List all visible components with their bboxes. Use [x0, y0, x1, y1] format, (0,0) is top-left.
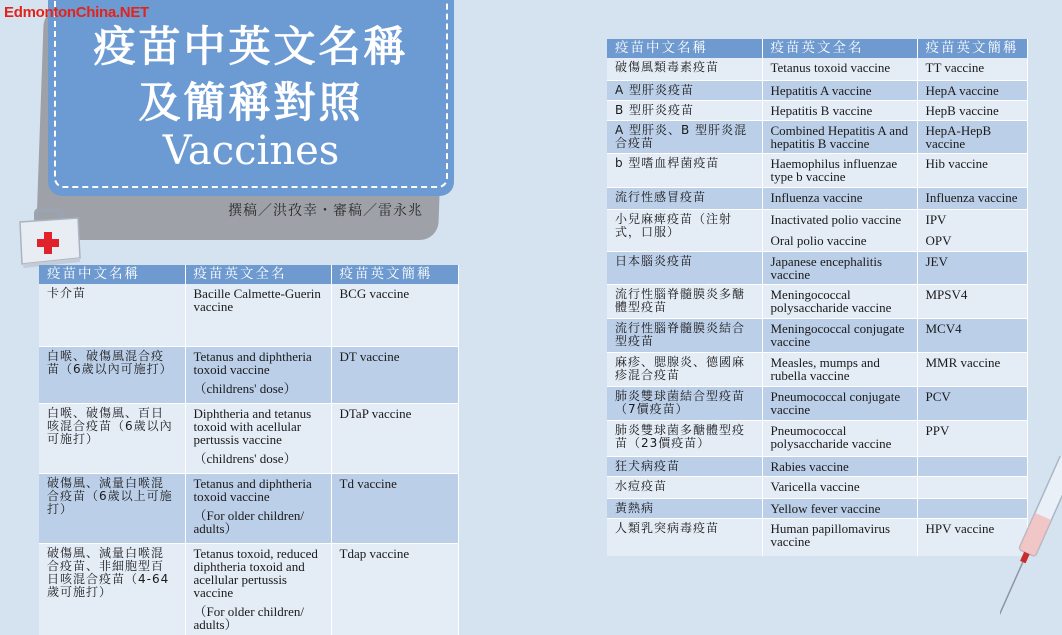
vaccine-table-left: [39, 265, 459, 635]
vaccine-name-en: Inactivated polio vaccine: [762, 209, 917, 231]
table-row: [607, 284, 1027, 318]
vaccine-abbr: DTaP vaccine: [331, 403, 458, 473]
vaccine-name-en-text: Tetanus toxoid, reduced diphtheria toxoid and acellular pertussis vaccine: [193, 545, 318, 600]
vaccine-abbr: HepB vaccine: [917, 100, 1027, 120]
vaccine-abbr: HepA vaccine: [917, 80, 1027, 100]
vaccine-name-zh: 破傷風類毒素疫苗: [607, 58, 762, 80]
vaccine-name-en: Hepatitis A vaccine: [762, 80, 917, 100]
page-title-line-2: 及簡稱對照: [138, 78, 364, 127]
table-header-row: [607, 39, 1027, 58]
vaccine-name-zh: 狂犬病疫苗: [607, 456, 762, 476]
column-header-zh: 疫苗中文名稱: [39, 265, 185, 284]
table-row: [607, 318, 1027, 352]
vaccine-name-en: Tetanus toxoid vaccine: [762, 58, 917, 80]
vaccine-name-en: [185, 473, 331, 543]
vaccine-name-en: Varicella vaccine: [762, 476, 917, 498]
vaccine-dose-note: （childrens' dose）: [193, 450, 297, 466]
vaccine-name-zh: 卡介苗: [39, 284, 185, 346]
title-banner: [48, 0, 454, 196]
vaccine-name-en: Rabies vaccine: [762, 456, 917, 476]
vaccine-abbr: Tdap vaccine: [331, 543, 458, 635]
vaccine-name-en: Pneumococcal conjugate vaccine: [762, 386, 917, 420]
vaccine-name-zh: 水痘疫苗: [607, 476, 762, 498]
vaccine-name-en: Combined Hepatitis A and hepatitis B vaccine: [762, 120, 917, 153]
vaccine-abbr: TT vaccine: [917, 58, 1027, 80]
table-row: [607, 251, 1027, 284]
table-row: [607, 352, 1027, 386]
syringe-icon: [1000, 456, 1062, 630]
column-header-abbr: 疫苗英文簡稱: [917, 39, 1027, 58]
vaccine-name-en: Hepatitis B vaccine: [762, 100, 917, 120]
vaccine-name-zh: A 型肝炎疫苗: [607, 80, 762, 100]
vaccine-name-zh: 肺炎雙球菌多醣體型疫苗（23價疫苗）: [607, 420, 762, 456]
vaccine-name-zh: b 型嗜血桿菌疫苗: [607, 153, 762, 187]
vaccine-name-en: Oral polio vaccine: [762, 231, 917, 251]
table-row: [39, 473, 458, 543]
vaccine-abbr: MMR vaccine: [917, 352, 1027, 386]
vaccine-abbr: JEV: [917, 251, 1027, 284]
vaccine-abbr: MCV4: [917, 318, 1027, 352]
vaccine-abbr: Td vaccine: [331, 473, 458, 543]
table-row: [607, 58, 1027, 80]
vaccine-name-zh: 白喉、破傷風、百日咳混合疫苗（6歲以內可施打）: [39, 403, 185, 473]
vaccine-name-en-text: Tetanus and diphtheria toxoid vaccine: [193, 348, 312, 377]
vaccine-abbr: MPSV4: [917, 284, 1027, 318]
vaccine-abbr: PPV: [917, 420, 1027, 456]
table-row: [607, 120, 1027, 153]
vaccine-abbr: HepA-HepB vaccine: [917, 120, 1027, 153]
vaccine-name-en: Yellow fever vaccine: [762, 498, 917, 518]
vaccine-dose-note: （For older children/ adults）: [193, 507, 304, 536]
vaccine-abbr: Hib vaccine: [917, 153, 1027, 187]
column-header-zh: 疫苗中文名稱: [607, 39, 762, 58]
column-header-en: 疫苗英文全名: [762, 39, 917, 58]
page-title-line-1: 疫苗中英文名稱: [93, 22, 409, 71]
vaccine-name-zh: 流行性感冒疫苗: [607, 187, 762, 209]
table-row: [39, 403, 458, 473]
vaccine-name-en: [185, 346, 331, 403]
vaccine-name-en: Measles, mumps and rubella vaccine: [762, 352, 917, 386]
vaccine-name-zh: 流行性腦脊髓膜炎結合型疫苗: [607, 318, 762, 352]
vaccine-name-zh: 小兒麻痺疫苗（注射式，口服）: [607, 209, 762, 251]
site-logo[interactable]: EdmontonChina.NET: [4, 4, 149, 21]
vaccine-name-zh: 破傷風、減量白喉混合疫苗、非細胞型百日咳混合疫苗（4-64歲可施打）: [39, 543, 185, 635]
vaccine-name-zh: 黃熱病: [607, 498, 762, 518]
vaccine-name-zh: A 型肝炎、B 型肝炎混合疫苗: [607, 120, 762, 153]
table-row: [39, 284, 458, 346]
vaccine-name-en: Japanese encephalitis vaccine: [762, 251, 917, 284]
table-row: [607, 80, 1027, 100]
vaccine-name-en-text: Tetanus and diphtheria toxoid vaccine: [193, 475, 312, 504]
vaccine-name-en: Human papillomavirus vaccine: [762, 518, 917, 556]
page-subtitle: Vaccines: [162, 128, 340, 174]
vaccine-name-en: Pneumococcal polysaccharide vaccine: [762, 420, 917, 456]
table-header-row: [39, 265, 458, 284]
vaccine-name-en: [185, 543, 331, 635]
column-header-en: 疫苗英文全名: [185, 265, 331, 284]
vaccine-abbr: PCV: [917, 386, 1027, 420]
vaccine-name-zh: 麻疹、腮腺炎、德國麻疹混合疫苗: [607, 352, 762, 386]
table-row: [39, 543, 458, 635]
vaccine-name-en: [185, 284, 331, 346]
vaccine-name-en-text: Diphtheria and tetanus toxoid with acellular pertussis vaccine: [193, 405, 312, 447]
vaccine-abbr: Influenza vaccine: [917, 187, 1027, 209]
table-row: [607, 420, 1027, 456]
vaccine-abbr: OPV: [917, 231, 1027, 251]
table-row: [607, 498, 1027, 518]
vaccine-abbr: IPV: [917, 209, 1027, 231]
vaccine-name-zh: 流行性腦脊髓膜炎多醣體型疫苗: [607, 284, 762, 318]
table-row: [607, 386, 1027, 420]
vaccine-name-en: Meningococcal conjugate vaccine: [762, 318, 917, 352]
vaccine-name-en: Haemophilus influenzae type b vaccine: [762, 153, 917, 187]
table-row: [607, 209, 1027, 231]
vaccine-abbr: BCG vaccine: [331, 284, 458, 346]
vaccine-name-en: Meningococcal polysaccharide vaccine: [762, 284, 917, 318]
column-header-abbr: 疫苗英文簡稱: [331, 265, 458, 284]
first-aid-kit-icon: [14, 206, 84, 268]
vaccine-name-zh: 肺炎雙球菌結合型疫苗（7價疫苗）: [607, 386, 762, 420]
author-credits: 撰稿／洪孜幸・審稿／雷永兆: [228, 203, 423, 219]
vaccine-name-zh: 日本腦炎疫苗: [607, 251, 762, 284]
vaccine-table-right: [607, 39, 1028, 556]
vaccine-name-en: [185, 403, 331, 473]
table-row: [607, 100, 1027, 120]
vaccine-abbr: DT vaccine: [331, 346, 458, 403]
table-row: [39, 346, 458, 403]
vaccine-name-zh: 人類乳突病毒疫苗: [607, 518, 762, 556]
vaccine-dose-note: （For older children/ adults）: [193, 603, 304, 632]
vaccine-name-zh: 白喉、破傷風混合疫苗（6歲以內可施打）: [39, 346, 185, 403]
table-row: [607, 518, 1027, 556]
vaccine-dose-note: （childrens' dose）: [193, 380, 297, 396]
vaccine-name-en: Influenza vaccine: [762, 187, 917, 209]
table-row: [607, 187, 1027, 209]
table-row: [607, 476, 1027, 498]
vaccine-abbr: HPV vaccine: [917, 518, 1027, 556]
vaccine-name-zh: 破傷風、減量白喉混合疫苗（6歲以上可施打）: [39, 473, 185, 543]
vaccine-name-en-text: Bacille Calmette-Guerin vaccine: [193, 286, 321, 314]
table-row: [607, 153, 1027, 187]
vaccine-name-zh: B 型肝炎疫苗: [607, 100, 762, 120]
table-row: [607, 456, 1027, 476]
